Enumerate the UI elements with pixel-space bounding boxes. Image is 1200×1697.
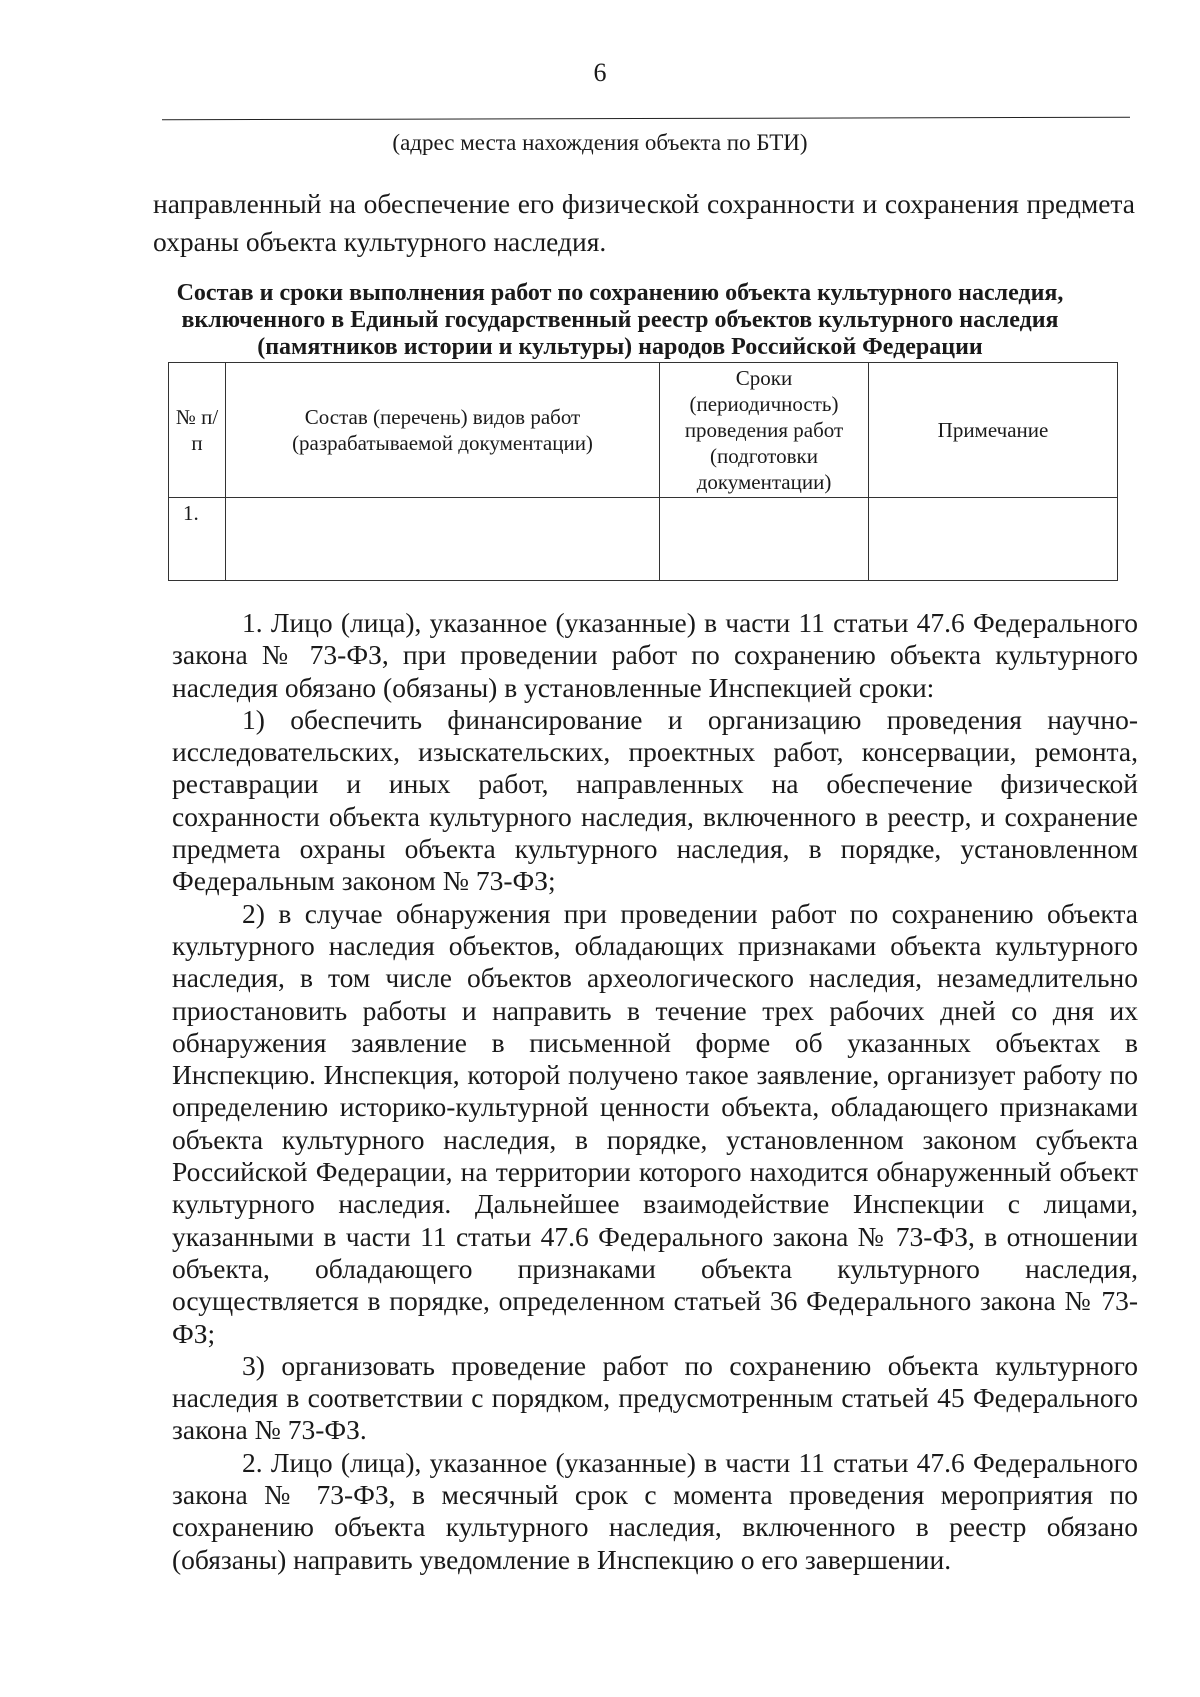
page-number: 6 xyxy=(593,58,607,87)
header-num: № п/п xyxy=(169,363,226,498)
table-title-line-2: включенного в Единый государственный реестр объектов культурного наследия xyxy=(181,307,1059,333)
table-title-line-1: Состав и сроки выполнения работ по сохранению объекта культурного наследия, xyxy=(176,280,1064,306)
table-title xyxy=(120,280,1120,361)
header-note: Примечание xyxy=(869,363,1118,498)
header-composition: Состав (перечень) видов работ (разрабатываемой документации) xyxy=(226,363,660,498)
cell-num: 1. xyxy=(169,498,226,581)
header-terms: Сроки (периодичность) проведения работ (подготовки документации) xyxy=(660,363,869,498)
paragraph-item-1: 1) обеспечить финансирование и организацию проведения научно-исследовательских, изыскательских, проектных работ, консервации, ремонта, реставрации и иных работ, направленных на обеспечение физической сохранности объекта культурного наследия, включенного в реестр, и сохранение предмета охраны объекта культурного наследия, в порядке, установленном Федеральным законом № 73-ФЗ; xyxy=(172,703,1138,897)
cell-composition xyxy=(226,498,660,581)
paragraph-item-2: 2) в случае обнаружения при проведении работ по сохранению объекта культурного наследия объектов, обладающих признаками объекта культурного наследия, в том числе объектов археологического наследия, незамедлительно приостановить работы и направить в течение трех рабочих дней со дня их обнаружения заявление в письменной форме об указанных объектах в Инспекцию. Инспекция, которой получено такое заявление, организует работу по определению историко-культурной ценности объекта, обладающего признаками объекта культурного наследия, в порядке, установленном законом субъекта Российской Федерации, на территории которого находится обнаруженный объект культурного наследия. Дальнейшее взаимодействие Инспекции с лицами, указанными в части 11 статьи 47.6 Федерального закона № 73-ФЗ, в отношении объекта, обладающего признаками объекта культурного наследия, осуществляется в порядке, определенном статьей 36 Федерального закона № 73-ФЗ; xyxy=(172,897,1138,1349)
cell-note xyxy=(869,498,1118,581)
paragraph-clause-1: 1. Лицо (лица), указанное (указанные) в части 11 статьи 47.6 Федерального закона № 73-ФЗ, при проведении работ по сохранению объекта культурного наследия обязано (обязаны) в установленные Инспекцией сроки: xyxy=(172,607,1138,703)
address-caption: (адрес места нахождения объекта по БТИ) xyxy=(392,130,808,155)
cell-terms xyxy=(660,498,869,581)
works-table xyxy=(168,362,1118,581)
table-header-row xyxy=(169,363,1118,498)
body-text xyxy=(172,607,1138,1576)
table-title-line-3: (памятников истории и культуры) народов Российской Федерации xyxy=(257,334,983,360)
paragraph-clause-2: 2. Лицо (лица), указанное (указанные) в части 11 статьи 47.6 Федерального закона № 73-ФЗ, в месячный срок с момента проведения мероприятия по сохранению объекта культурного наследия, включенного в реестр обязано (обязаны) направить уведомление в Инспекцию о его завершении. xyxy=(172,1446,1138,1575)
address-underline xyxy=(162,117,1130,121)
paragraph-item-3: 3) организовать проведение работ по сохранению объекта культурного наследия в соответствии с порядком, предусмотренным статьей 45 Федерального закона № 73-ФЗ. xyxy=(172,1349,1138,1446)
intro-paragraph: направленный на обеспечение его физической сохранности и сохранения предмета охраны объекта культурного наследия. xyxy=(153,188,1135,257)
table-row xyxy=(169,498,1118,581)
